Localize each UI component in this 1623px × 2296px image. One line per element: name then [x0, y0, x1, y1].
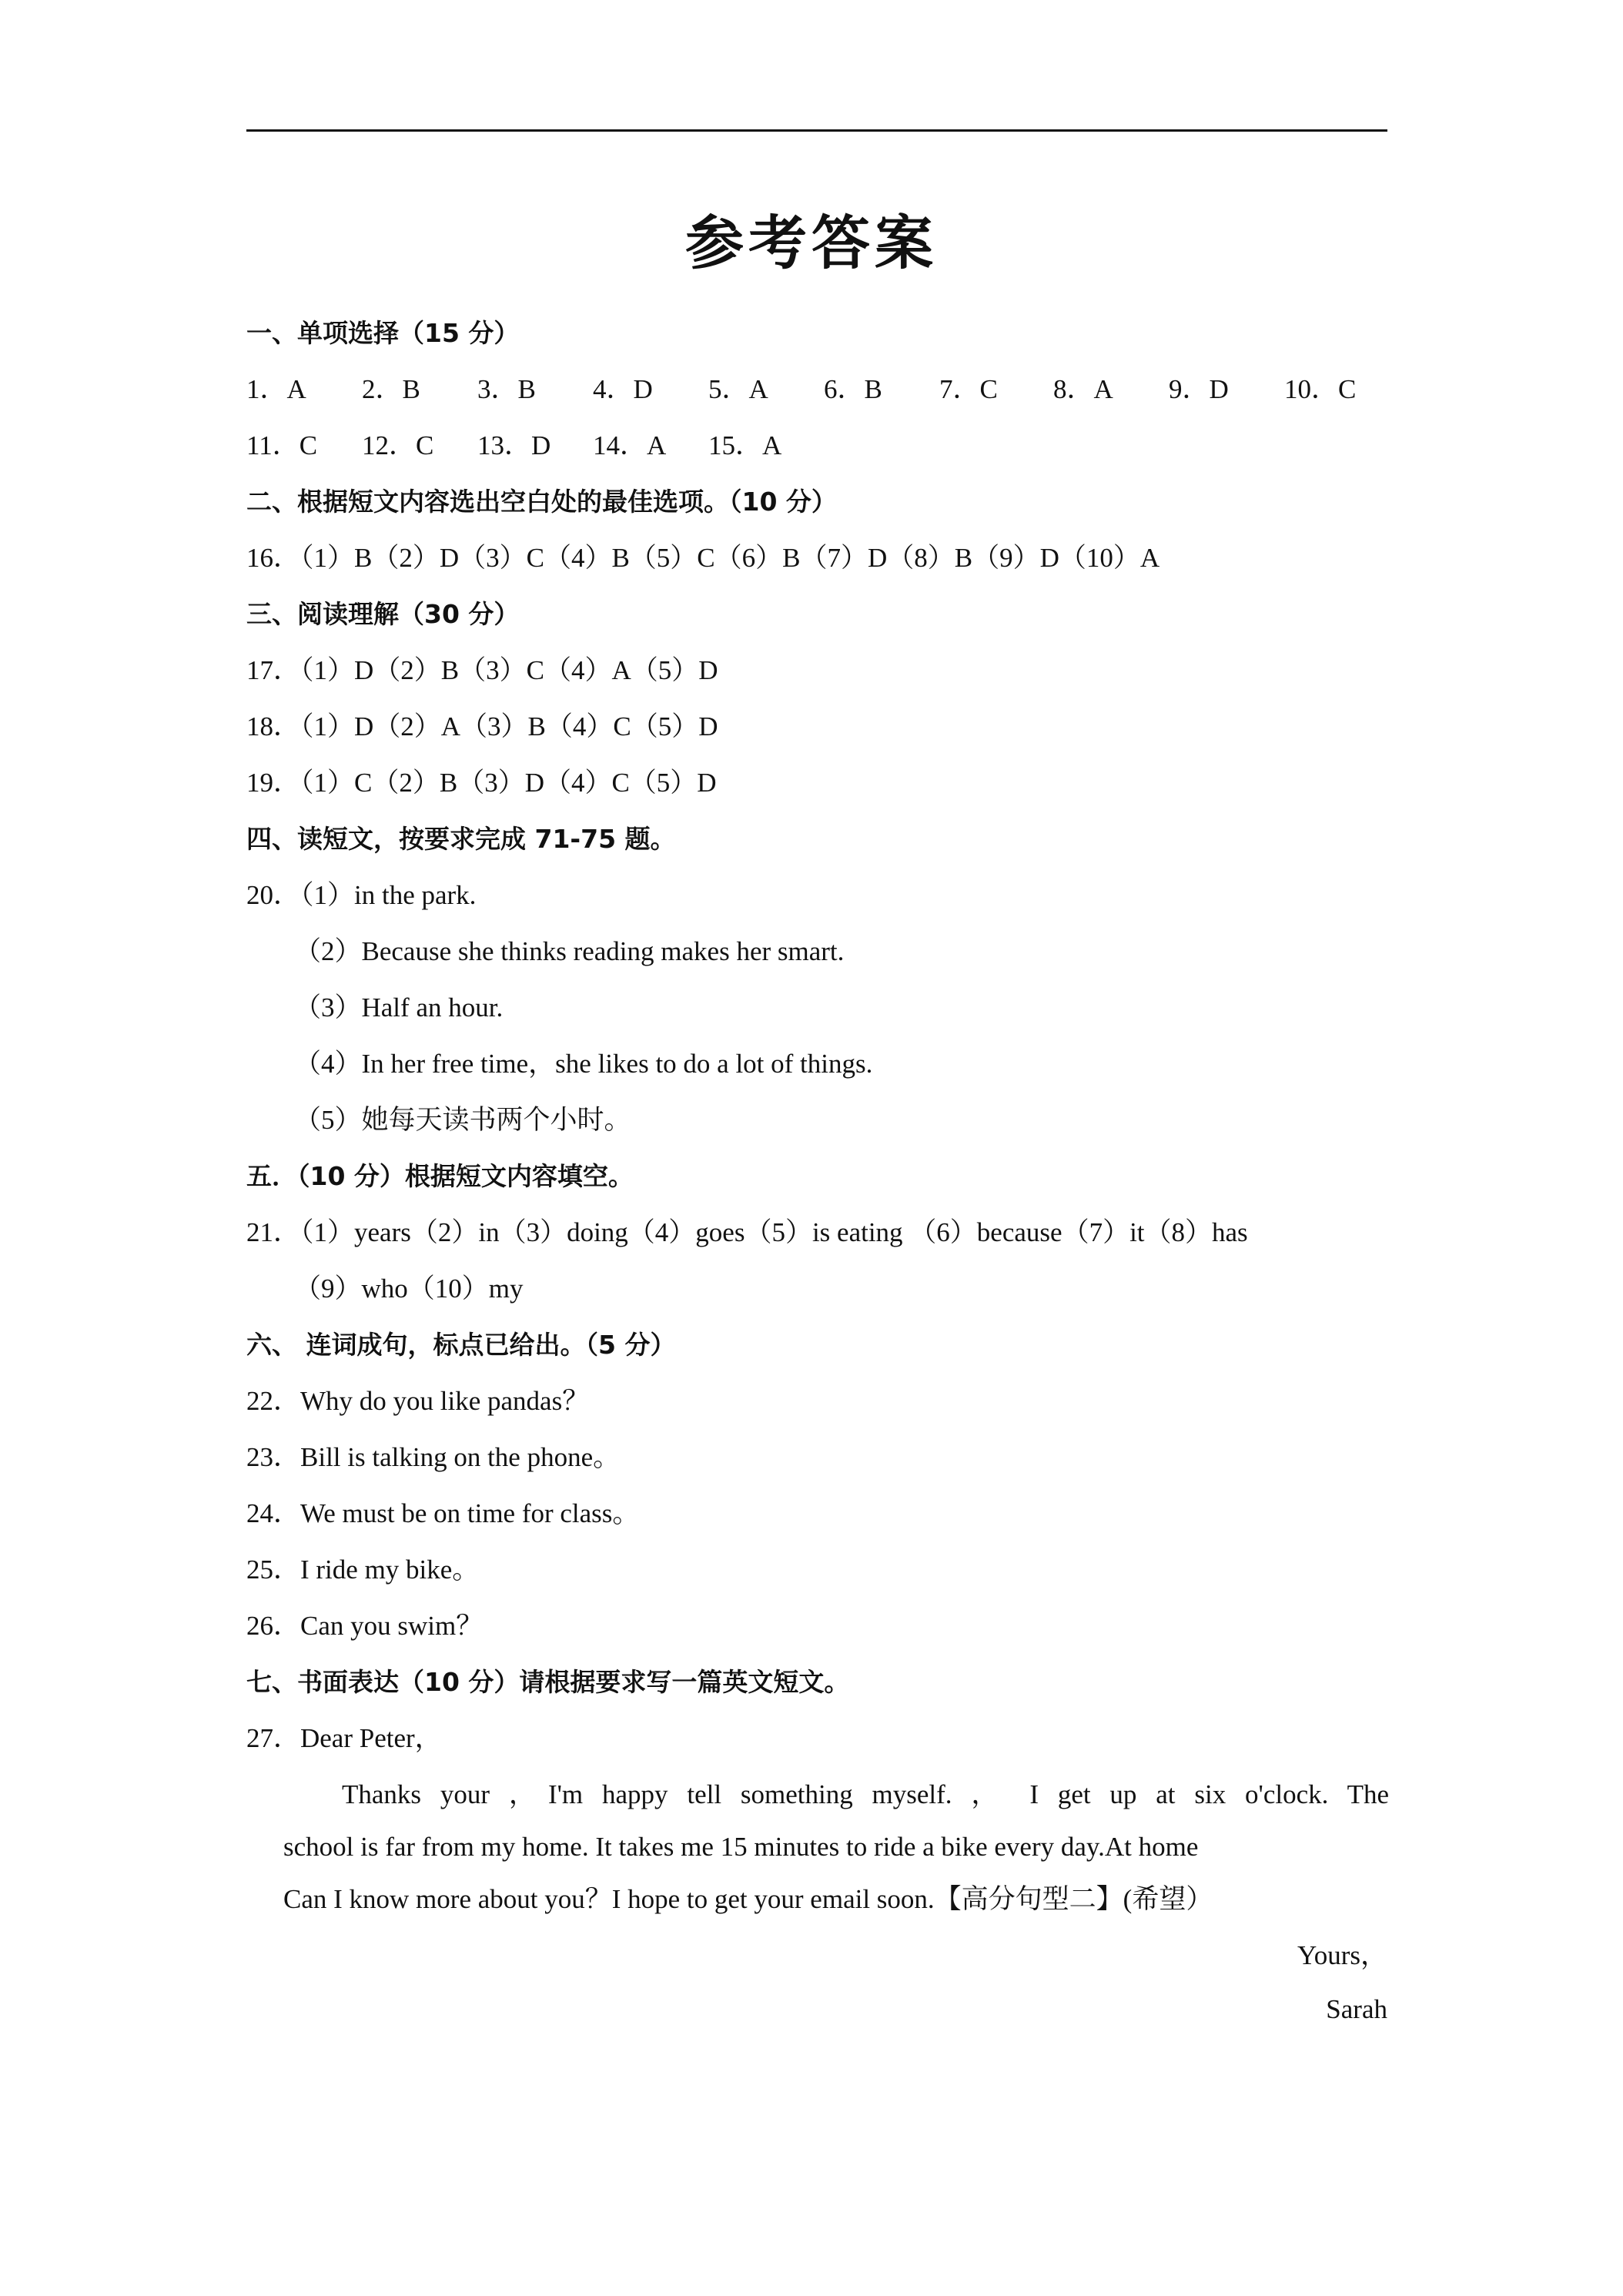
letter-line-1: Thanks your ，I'm happy tell something myself. ， I get up at six o'clock. The	[342, 1779, 1389, 1809]
answer-20-5: （5）她每天读书两个小时。	[294, 1105, 631, 1135]
answer-1: 1．A	[246, 374, 306, 404]
answer-9: 9．D	[1169, 374, 1229, 404]
answer-25: 25．I ride my bike。	[246, 1555, 480, 1585]
answer-8: 8．A	[1053, 374, 1113, 404]
answer-11: 11．C	[246, 430, 318, 460]
answer-23: 23．Bill is talking on the phone。	[246, 1442, 621, 1472]
answer-4: 4．D	[593, 374, 653, 404]
section-heading-7: 七、书面表达（10 分）请根据要求写一篇英文短文。	[246, 1667, 850, 1697]
answer-17: 17．（1）D（2）B（3）C（4）A（5）D	[246, 655, 718, 685]
letter-greeting: 27．Dear Peter，	[246, 1723, 442, 1753]
letter-line-2: school is far from my home. It takes me 15 minutes to ride a bike every day.At home	[283, 1832, 1199, 1862]
answer-15: 15．A	[708, 430, 782, 460]
answer-22: 22．Why do you like pandas？	[246, 1386, 590, 1416]
answer-20-1: 20．（1）in the park.	[246, 880, 477, 910]
answer-13: 13．D	[477, 430, 551, 460]
answer-20-2: （2）Because she thinks reading makes her smart.	[294, 936, 845, 966]
section-heading-2: 二、根据短文内容选出空白处的最佳选项。（10 分）	[246, 487, 837, 517]
answer-6: 6．B	[824, 374, 882, 404]
answer-24: 24．We must be on time for class。	[246, 1498, 640, 1528]
letter-closing: Yours，	[1297, 1940, 1387, 1970]
answer-7: 7．C	[939, 374, 998, 404]
section-heading-3: 三、阅读理解（30 分）	[246, 599, 520, 629]
answer-2: 2．B	[362, 374, 420, 404]
answer-16: 16．（1）B（2）D（3）C（4）B（5）C（6）B（7）D（8）B（9）D（10）A	[246, 543, 1160, 573]
answer-21-line-2: （9）who（10）my	[294, 1274, 524, 1304]
answer-10: 10．C	[1284, 374, 1357, 404]
answer-12: 12．C	[362, 430, 434, 460]
answer-20-3: （3）Half an hour.	[294, 992, 504, 1022]
answer-14: 14．A	[593, 430, 667, 460]
letter-line-3: Can I know more about you？I hope to get your email soon.【高分句型二】(希望）	[283, 1884, 1213, 1914]
header-rule	[246, 129, 1387, 132]
answer-26: 26．Can you swim？	[246, 1611, 484, 1641]
answer-3: 3．B	[477, 374, 536, 404]
page-title: 参考答案	[685, 209, 938, 277]
answer-19: 19．（1）C（2）B（3）D（4）C（5）D	[246, 768, 717, 798]
letter-signature: Sarah	[1326, 1994, 1387, 2024]
answer-18: 18．（1）D（2）A（3）B（4）C（5）D	[246, 711, 718, 741]
answer-5: 5．A	[708, 374, 768, 404]
section-heading-5: 五．（10 分）根据短文内容填空。	[246, 1161, 634, 1191]
answer-20-4: （4）In her free time，she likes to do a lot of things.	[294, 1049, 873, 1079]
section-heading-6: 六、 连词成句，标点已给出。（5 分）	[246, 1330, 676, 1360]
answer-21-line-1: 21．（1）years（2）in（3）doing（4）goes（5）is eating （6）because（7）it（8）has	[246, 1217, 1248, 1247]
section-heading-4: 四、读短文，按要求完成 71-75 题。	[246, 824, 676, 854]
section-heading-1: 一、单项选择（15 分）	[246, 318, 520, 348]
